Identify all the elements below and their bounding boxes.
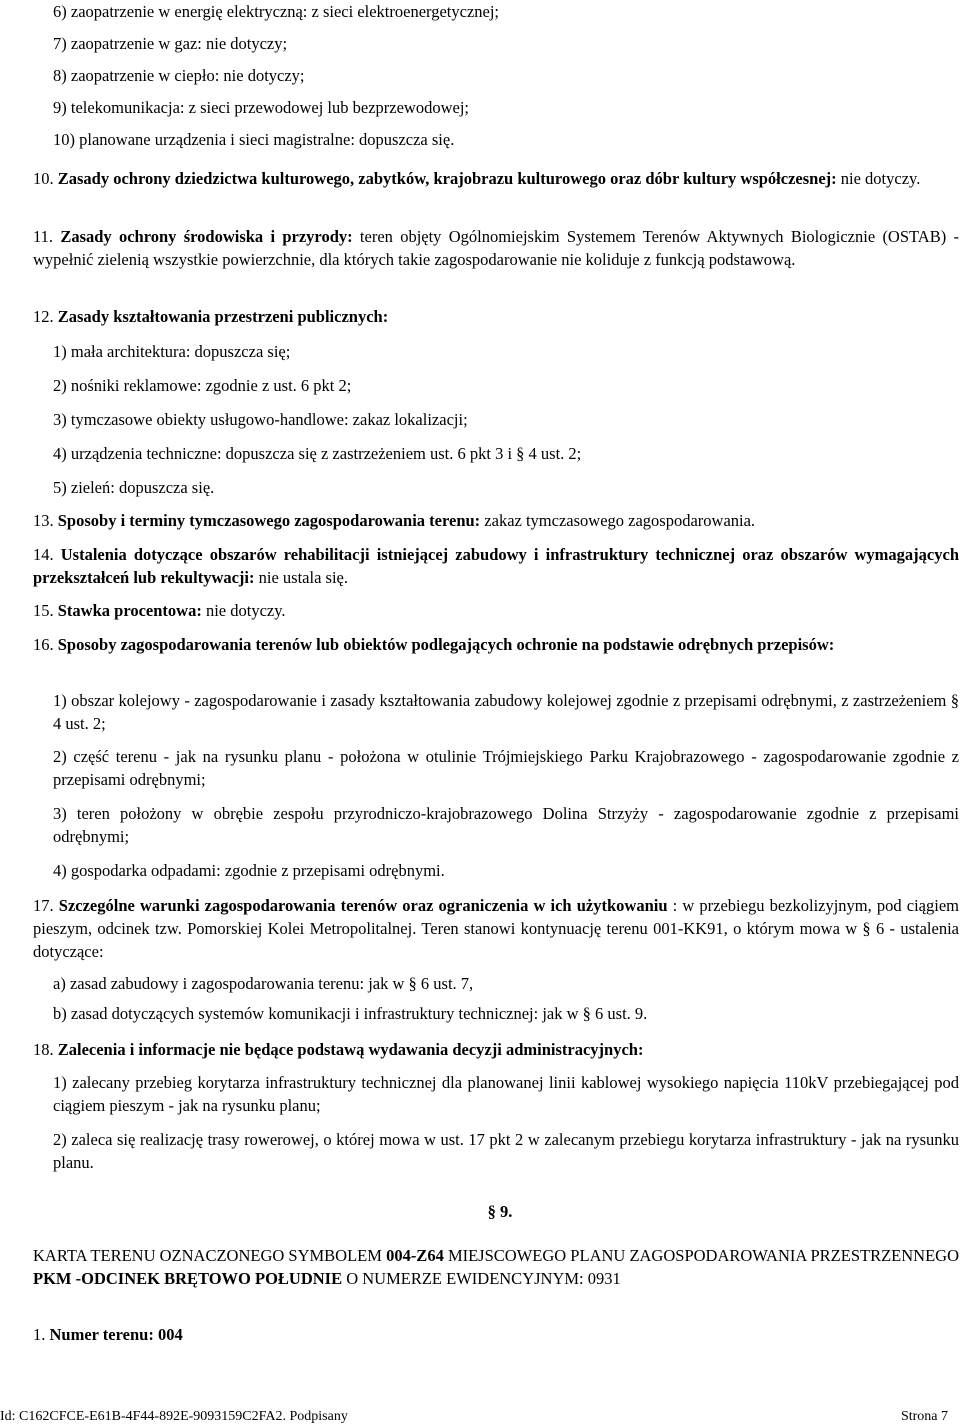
list-item: 4) urządzenia techniczne: dopuszcza się z zastrzeżeniem ust. 6 pkt 3 i § 4 ust. 2; [53, 444, 582, 463]
paragraph-number: § 9. [487, 1202, 513, 1221]
list-item: a) zasad zabudowy i zagospodarowania terenu: jak w § 6 ust. 7, [53, 974, 474, 993]
list-item: 3) teren położony w obrębie zespołu przyrodniczo-krajobrazowego Dolina Strzyży - zagospodarowanie zgodnie z przepisami odrębnymi; [53, 804, 959, 846]
section-11: 11. Zasady ochrony środowiska i przyrody: teren objęty Ogólnomiejskim Systemem Terenów Aktywnych Biologicznie (OSTAB) - wypełnić zielenią wszystkie powierzchnie, dla których takie zagospodarowanie nie koliduje z funkcją podstawową. [33, 227, 959, 269]
plan-name: PKM -ODCINEK BRĘTOWO POŁUDNIE [33, 1269, 343, 1288]
list-item: 6) zaopatrzenie w energię elektryczną: z sieci elektroenergetycznej; [53, 2, 500, 21]
section-heading: Ustalenia dotyczące obszarów rehabilitacji istniejącej zabudowy i infrastruktury technicznej oraz obszarów wymagających przekształceń lub rekultywacji: [33, 545, 959, 587]
list-item: 1) zalecany przebieg korytarza infrastruktury technicznej dla planowanej linii kablowej wysokiego napięcia 110kV przebiegającej pod ciągiem pieszym - jak na rysunku planu; [53, 1073, 959, 1115]
section-heading: Stawka procentowa: [57, 601, 202, 620]
list-item: 5) zieleń: dopuszcza się. [53, 478, 215, 497]
section-14: 14. Ustalenia dotyczące obszarów rehabilitacji istniejącej zabudowy i infrastruktury technicznej oraz obszarów wymagających przekształceń lub rekultywacji: nie ustala się. [33, 545, 959, 587]
section-10: 10. Zasady ochrony dziedzictwa kulturowego, zabytków, krajobrazu kulturowego oraz dóbr kultury współczesnej: nie dotyczy. [33, 169, 921, 188]
section-15: 15. Stawka procentowa: nie dotyczy. [33, 601, 286, 620]
section-heading: Zalecenia i informacje nie będące podstawą wydawania decyzji administracyjnych: [57, 1040, 644, 1059]
terrain-symbol: 004-Z64 [386, 1246, 444, 1265]
page-number: Strona 7 [900, 1409, 948, 1424]
section-13: 13. Sposoby i terminy tymczasowego zagospodarowania terenu: zakaz tymczasowego zagospodarowania. [33, 511, 756, 530]
section-heading: Numer terenu: 004 [49, 1325, 183, 1344]
section-heading: Sposoby zagospodarowania terenów lub obiektów podlegających ochronie na podstawie odrębnych przepisów: [57, 635, 835, 654]
section-heading: Sposoby i terminy tymczasowego zagospodarowania terenu: [57, 511, 481, 530]
list-item: 10) planowane urządzenia i sieci magistralne: dopuszcza się. [53, 130, 455, 149]
list-item: 8) zaopatrzenie w ciepło: nie dotyczy; [53, 66, 305, 85]
section-heading: Zasady ochrony dziedzictwa kulturowego, zabytków, krajobrazu kulturowego oraz dóbr kultury współczesnej: [57, 169, 837, 188]
list-item: 1) obszar kolejowy - zagospodarowanie i zasady kształtowania zabudowy kolejowej zgodnie z przepisami odrębnymi, z zastrzeżeniem § 4 ust. 2; [53, 691, 959, 733]
section-17: 17. Szczególne warunki zagospodarowania terenów oraz ograniczenia w ich użytkowaniu : w przebiegu bezkolizyjnym, pod ciągiem pieszym, odcinek tzw. Pomorskiej Kolei Metropolitalnej. Teren stanowi kontynuację terenu 001-KK91, o którym mowa w § 6 - ustalenia dotyczące: [33, 896, 960, 961]
section-heading: Zasady kształtowania przestrzeni publicznych: [57, 307, 389, 326]
section-12: 12. Zasady kształtowania przestrzeni publicznych: [33, 307, 389, 326]
section-heading: Zasady ochrony środowiska i przyrody: [60, 227, 353, 246]
list-item: 2) zaleca się realizację trasy rowerowej, o której mowa w ust. 17 pkt 2 w zalecanym przebiegu korytarza infrastruktury - jak na rysunku planu. [53, 1130, 959, 1172]
section-16: 16. Sposoby zagospodarowania terenów lub obiektów podlegających ochronie na podstawie odrębnych przepisów: [33, 635, 835, 654]
list-item: 3) tymczasowe obiekty usługowo-handlowe: zakaz lokalizacji; [53, 410, 468, 429]
list-item: 2) nośniki reklamowe: zgodnie z ust. 6 pkt 2; [53, 376, 352, 395]
list-item: 1) mała architektura: dopuszcza się; [53, 342, 291, 361]
list-item: 2) część terenu - jak na rysunku planu - położona w otulinie Trójmiejskiego Parku Krajobrazowego - zagospodarowanie zgodnie z przepisami odrębnymi; [53, 747, 959, 789]
list-item: 9) telekomunikacja: z sieci przewodowej lub bezprzewodowej; [53, 98, 470, 117]
list-item: b) zasad dotyczących systemów komunikacji i infrastruktury technicznej: jak w § 6 ust. 9. [53, 1004, 648, 1023]
section-18: 18. Zalecenia i informacje nie będące podstawą wydawania decyzji administracyjnych: [33, 1040, 644, 1059]
karta-heading: KARTA TERENU OZNACZONEGO SYMBOLEM 004-Z64 MIEJSCOWEGO PLANU ZAGOSPODAROWANIA PRZESTRZENNEGO PKM -ODCINEK BRĘTOWO POŁUDNIE O NUMERZE EWIDENCYJNYM: 0931 [33, 1246, 959, 1288]
list-item: 4) gospodarka odpadami: zgodnie z przepisami odrębnymi. [53, 861, 445, 880]
section-1: 1. Numer terenu: 004 [33, 1325, 183, 1344]
document-id: Id: C162CFCE-E61B-4F44-892E-9093159C2FA2. Podpisany [0, 1409, 348, 1424]
section-heading: Szczególne warunki zagospodarowania terenów oraz ograniczenia w ich użytkowaniu [58, 896, 668, 915]
list-item: 7) zaopatrzenie w gaz: nie dotyczy; [53, 34, 288, 53]
